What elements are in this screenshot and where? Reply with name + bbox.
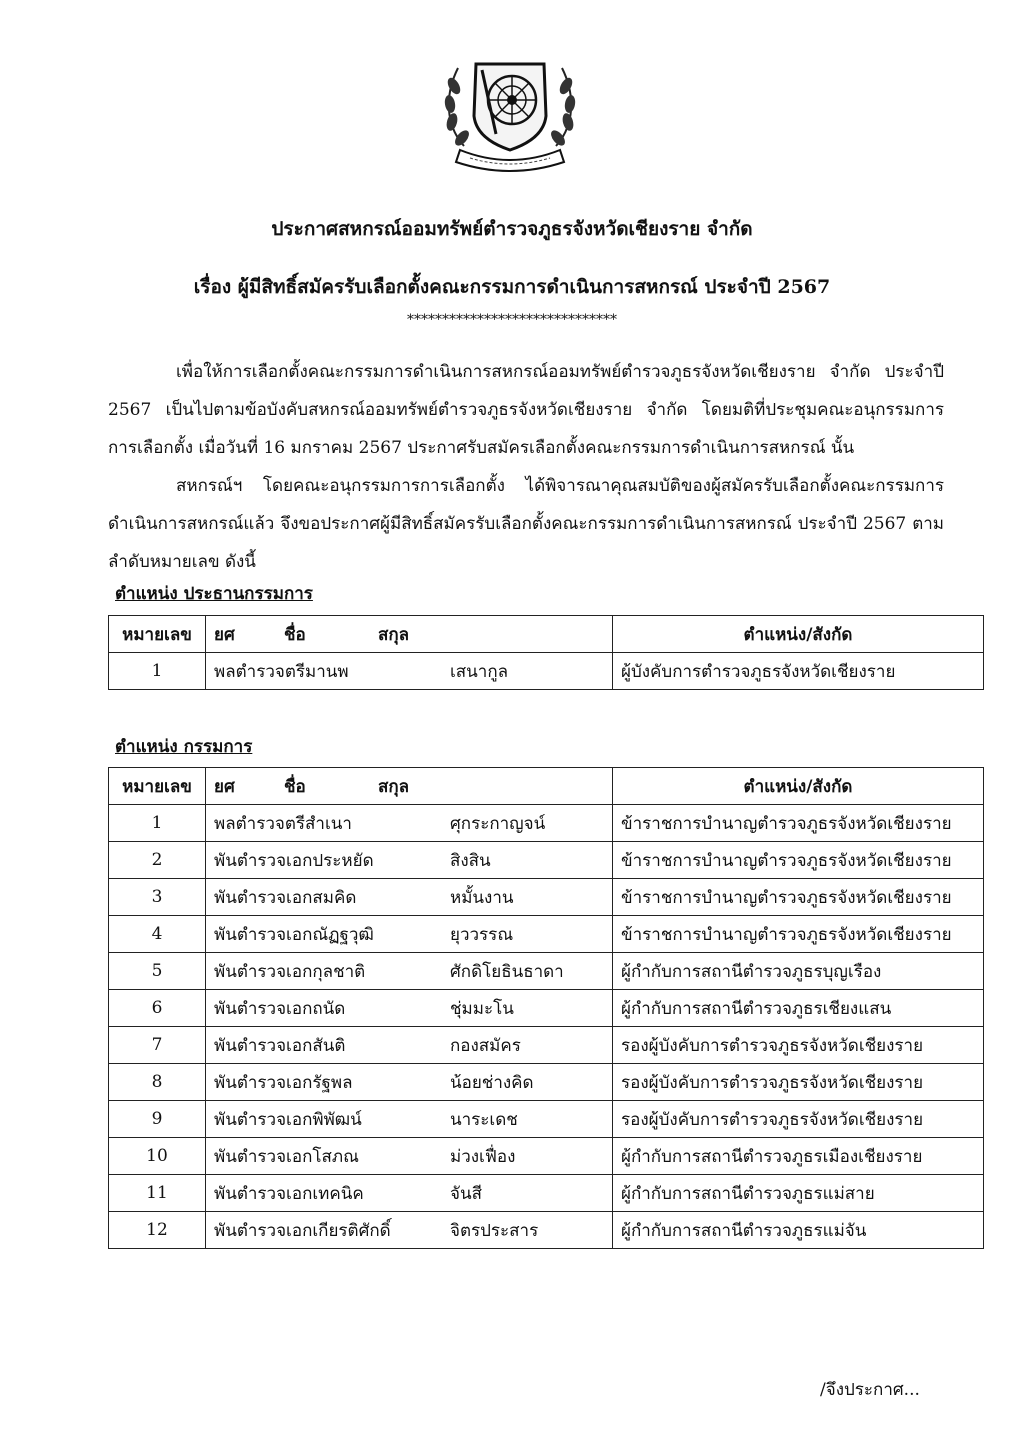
table-row xyxy=(109,953,984,990)
cell-position: ข้าราชการบำนาญตำรวจภูธรจังหวัดเชียงราย xyxy=(613,842,984,879)
table-row xyxy=(109,805,984,842)
chairman-table xyxy=(108,615,984,690)
announcement-subject: เรื่อง ผู้มีสิทธิ์สมัครรับเลือกตั้งคณะกรรมการดำเนินการสหกรณ์ ประจำปี 2567 xyxy=(193,276,831,298)
cell-name xyxy=(206,1175,613,1212)
surname: สิงสิน xyxy=(450,850,491,871)
table-row xyxy=(109,1138,984,1175)
header-first-name: ชื่อ xyxy=(284,776,306,797)
surname: ม่วงเฟื่อง xyxy=(450,1146,516,1167)
rank-and-first-name: พันตำรวจเอกพิพัฒน์ xyxy=(214,1109,362,1130)
cell-position: รองผู้บังคับการตำรวจภูธรจังหวัดเชียงราย xyxy=(613,1101,984,1138)
cell-name xyxy=(206,953,613,990)
cell-number: 6 xyxy=(109,990,206,1027)
table-row xyxy=(109,1027,984,1064)
table-row xyxy=(109,1101,984,1138)
paragraph-announcement: สหกรณ์ฯ โดยคณะอนุกรรมการการเลือกตั้ง ได้พิจารณาคุณสมบัติของผู้สมัครรับเลือกตั้งคณะกรรมการดำเนินการสหกรณ์แล้ว จึงขอประกาศผู้มีสิทธิ์สมัครรับเลือกตั้งคณะกรรมการดำเนินการสหกรณ์ ประจำปี 2567 ตามลำดับหมายเลข ดังนี้ xyxy=(108,476,944,572)
cell-number: 3 xyxy=(109,879,206,916)
cell-position: ผู้บังคับการตำรวจภูธรจังหวัดเชียงราย xyxy=(613,653,984,690)
surname: จันสี xyxy=(450,1183,482,1204)
rank-and-first-name: พันตำรวจเอกสันติ xyxy=(214,1035,346,1056)
rank-and-first-name: พันตำรวจเอกสมคิด xyxy=(214,887,357,908)
table-row xyxy=(109,879,984,916)
cell-name xyxy=(206,1212,613,1249)
table-header-row xyxy=(109,616,984,653)
header-surname: สกุล xyxy=(378,776,410,797)
surname: น้อยช่างคิด xyxy=(450,1072,534,1093)
cell-number: 12 xyxy=(109,1212,206,1249)
cell-name xyxy=(206,916,613,953)
header-name xyxy=(206,768,613,805)
surname: หมั้นงาน xyxy=(450,887,514,908)
rank-and-first-name: พันตำรวจเอกเทคนิค xyxy=(214,1183,364,1204)
surname: ศุกระกาญจน์ xyxy=(450,813,546,834)
cell-position: ข้าราชการบำนาญตำรวจภูธรจังหวัดเชียงราย xyxy=(613,879,984,916)
committee-table xyxy=(108,767,984,1249)
cell-position: ผู้กำกับการสถานีตำรวจภูธรแม่สาย xyxy=(613,1175,984,1212)
emblem-logo-icon xyxy=(436,46,584,176)
rank-and-first-name: พันตำรวจเอกโสภณ xyxy=(214,1146,359,1167)
rank-and-first-name: พลตำรวจตรีมานพ xyxy=(214,661,349,682)
cell-number: 9 xyxy=(109,1101,206,1138)
paragraph-intro: เพื่อให้การเลือกตั้งคณะกรรมการดำเนินการสหกรณ์ออมทรัพย์ตำรวจภูธรจังหวัดเชียงราย จำกัด ประจำปี 2567 เป็นไปตามข้อบังคับสหกรณ์ออมทรัพย์ตำรวจภูธรจังหวัดเชียงราย จำกัด โดยมติที่ประชุมคณะอนุกรรมการการเลือกตั้ง เมื่อวันที่ 16 มกราคม 2567 ประกาศรับสมัครเลือกตั้งคณะกรรมการดำเนินการสหกรณ์ นั้น xyxy=(108,362,944,458)
section-title-chairman: ตำแหน่ง ประธานกรรมการ xyxy=(115,584,313,604)
continuation-note: /จึงประกาศ... xyxy=(820,1380,920,1400)
cell-position: ผู้กำกับการสถานีตำรวจภูธรเมืองเชียงราย xyxy=(613,1138,984,1175)
cell-name xyxy=(206,990,613,1027)
cell-number: 4 xyxy=(109,916,206,953)
header-position: ตำแหน่ง/สังกัด xyxy=(613,768,984,805)
table-header-row xyxy=(109,768,984,805)
cell-position: ข้าราชการบำนาญตำรวจภูธรจังหวัดเชียงราย xyxy=(613,805,984,842)
cell-name xyxy=(206,842,613,879)
table-row xyxy=(109,842,984,879)
header-position: ตำแหน่ง/สังกัด xyxy=(613,616,984,653)
rank-and-first-name: พันตำรวจเอกประหยัด xyxy=(214,850,374,871)
cell-name xyxy=(206,1027,613,1064)
surname: ชุ่มมะโน xyxy=(450,998,514,1019)
table-row xyxy=(109,1175,984,1212)
header-surname: สกุล xyxy=(378,624,410,645)
table-row xyxy=(109,990,984,1027)
cell-name xyxy=(206,1101,613,1138)
cell-number: 2 xyxy=(109,842,206,879)
cell-number: 1 xyxy=(109,653,206,690)
cell-position: ข้าราชการบำนาญตำรวจภูธรจังหวัดเชียงราย xyxy=(613,916,984,953)
cell-position: รองผู้บังคับการตำรวจภูธรจังหวัดเชียงราย xyxy=(613,1064,984,1101)
rank-and-first-name: พันตำรวจเอกถนัด xyxy=(214,998,346,1019)
cell-number: 1 xyxy=(109,805,206,842)
rank-and-first-name: พันตำรวจเอกเกียรติศักดิ์ xyxy=(214,1220,391,1241)
surname: นาระเดช xyxy=(450,1109,518,1130)
header-rank: ยศ xyxy=(214,624,235,645)
header-number: หมายเลข xyxy=(109,768,206,805)
rank-and-first-name: พันตำรวจเอกกุลชาติ xyxy=(214,961,366,982)
header-first-name: ชื่อ xyxy=(284,624,306,645)
surname: ยุววรรณ xyxy=(450,924,514,945)
section-title-committee: ตำแหน่ง กรรมการ xyxy=(115,737,253,757)
rank-and-first-name: พันตำรวจเอกณัฏฐวุฒิ xyxy=(214,924,374,945)
header-number: หมายเลข xyxy=(109,616,206,653)
table-row xyxy=(109,1212,984,1249)
announcement-title: ประกาศสหกรณ์ออมทรัพย์ตำรวจภูธรจังหวัดเชียงราย จำกัด xyxy=(271,218,753,240)
table-row xyxy=(109,1064,984,1101)
cell-position: ผู้กำกับการสถานีตำรวจภูธรเชียงแสน xyxy=(613,990,984,1027)
cell-position: ผู้กำกับการสถานีตำรวจภูธรบุญเรือง xyxy=(613,953,984,990)
cell-position: รองผู้บังคับการตำรวจภูธรจังหวัดเชียงราย xyxy=(613,1027,984,1064)
cell-number: 7 xyxy=(109,1027,206,1064)
cell-name xyxy=(206,805,613,842)
cell-number: 5 xyxy=(109,953,206,990)
cell-name xyxy=(206,879,613,916)
cell-number: 8 xyxy=(109,1064,206,1101)
cell-position: ผู้กำกับการสถานีตำรวจภูธรแม่จัน xyxy=(613,1212,984,1249)
table-row xyxy=(109,916,984,953)
table-row xyxy=(109,653,984,690)
cell-name xyxy=(206,1064,613,1101)
rank-and-first-name: พันตำรวจเอกรัฐพล xyxy=(214,1072,353,1093)
surname: กองสมัคร xyxy=(450,1035,521,1056)
header-name xyxy=(206,616,613,653)
rank-and-first-name: พลตำรวจตรีสำเนา xyxy=(214,813,352,834)
surname: ศักดิโยธินธาดา xyxy=(450,961,564,982)
cell-name xyxy=(206,1138,613,1175)
surname: จิตรประสาร xyxy=(450,1220,539,1241)
cell-number: 11 xyxy=(109,1175,206,1212)
header-rank: ยศ xyxy=(214,776,235,797)
cell-number: 10 xyxy=(109,1138,206,1175)
surname: เสนากูล xyxy=(450,661,509,682)
cell-name xyxy=(206,653,613,690)
separator-stars: ****************************** xyxy=(407,312,617,328)
